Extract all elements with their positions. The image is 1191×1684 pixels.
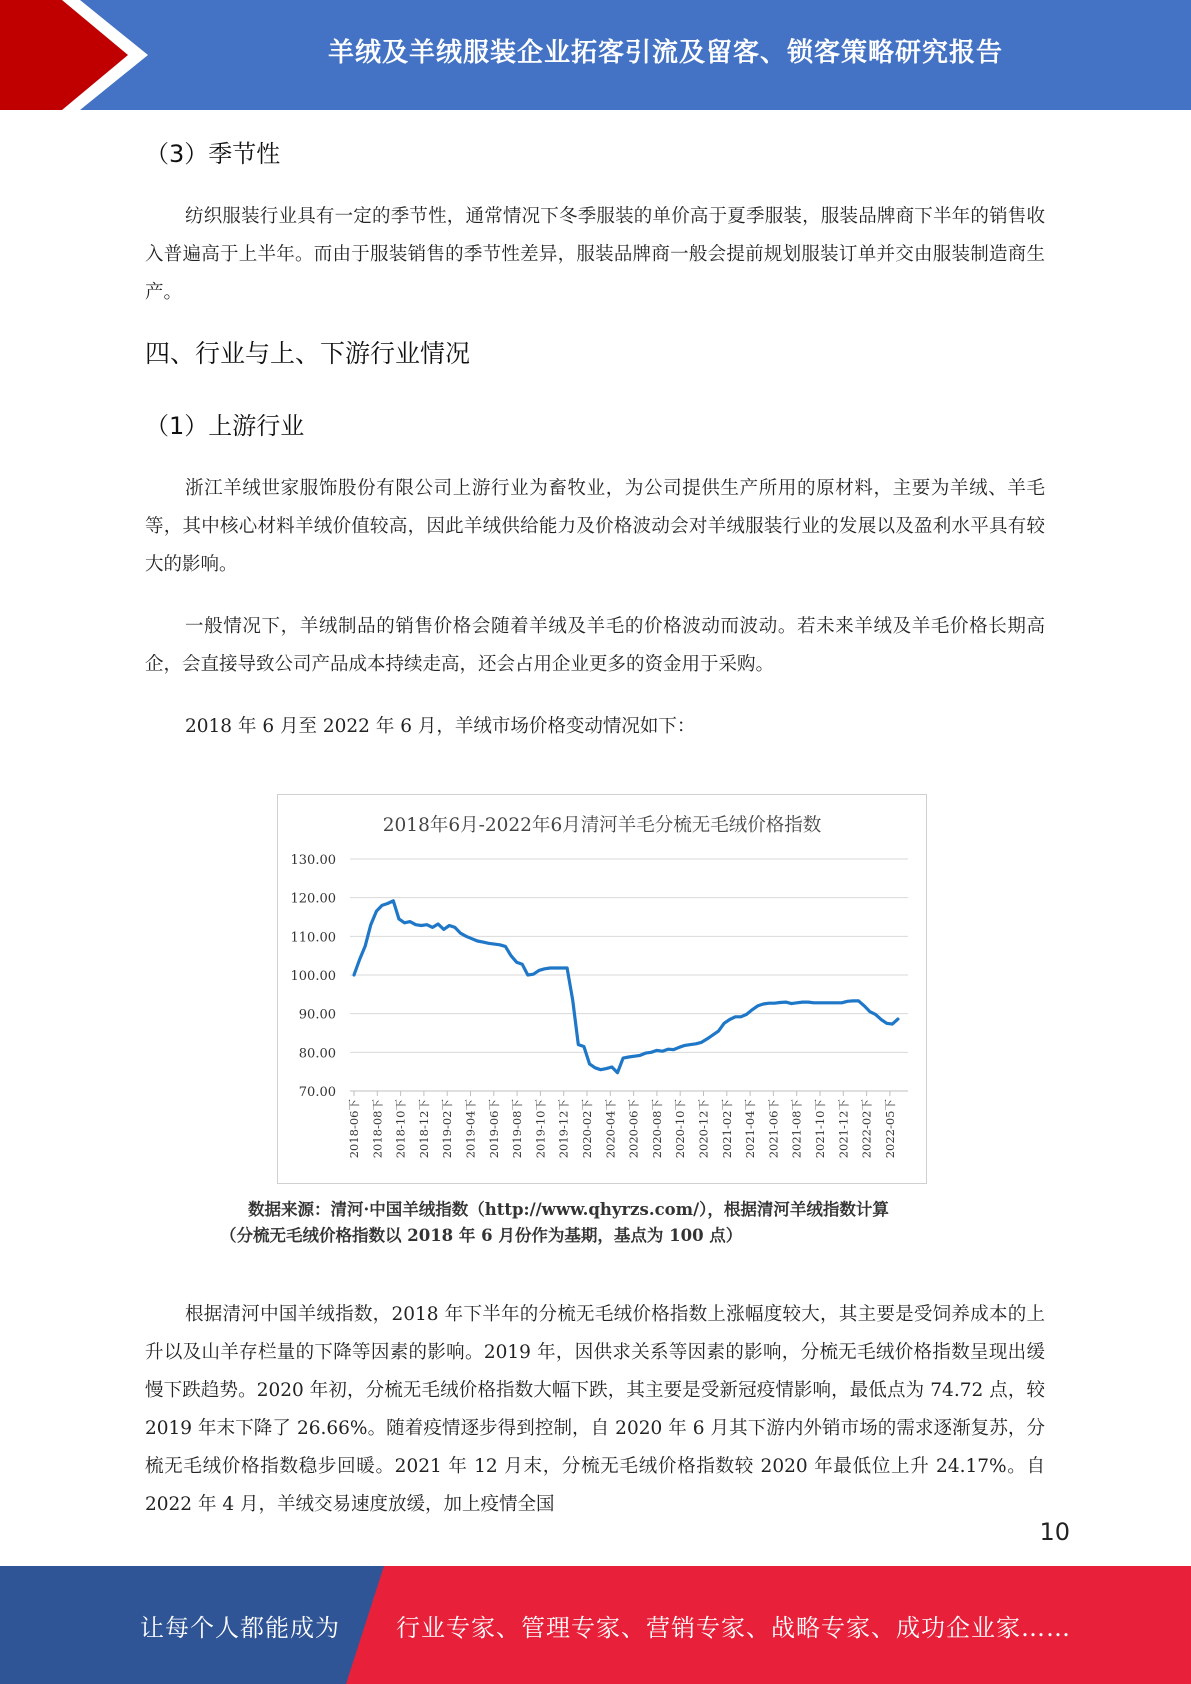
chart-canvas xyxy=(278,795,926,1183)
header-title: 羊绒及羊绒服装企业拓客引流及留客、锁客策略研究报告 xyxy=(327,37,1003,68)
paragraph-chart-intro: 2018 年 6 月至 2022 年 6 月，羊绒市场价格变动情况如下： xyxy=(185,716,696,737)
page-footer xyxy=(0,1566,1191,1684)
paragraph-upstream-2: 一般情况下，羊绒制品的销售价格会随着羊绒及羊毛的价格波动而波动。若未来羊绒及羊毛价格长期高企，会直接导致公司产品成本持续走高，还会占用企业更多的资金用于采购。 xyxy=(145,616,1045,675)
x-axis-tick-labels xyxy=(347,1091,897,1158)
x-tick-label: 2019-04下 xyxy=(463,1099,478,1159)
footer-slogan-left: 让每个人都能成为 xyxy=(140,1613,340,1642)
x-tick-label: 2021-04下 xyxy=(743,1099,758,1159)
x-tick-label: 2022-02下 xyxy=(859,1099,874,1159)
page-header xyxy=(0,0,1191,110)
x-tick-label: 2020-06下 xyxy=(626,1099,641,1159)
x-tick-label: 2022-05下 xyxy=(882,1099,897,1159)
y-axis-tick-labels xyxy=(291,853,337,1100)
x-tick-label: 2020-08下 xyxy=(649,1099,664,1159)
x-tick-label: 2019-12下 xyxy=(556,1099,571,1159)
y-tick-label: 110.00 xyxy=(290,930,336,946)
x-tick-label: 2018-12下 xyxy=(416,1099,431,1159)
x-tick-label: 2020-04下 xyxy=(603,1099,618,1159)
paragraph-upstream-1: 浙江羊绒世家服饰股份有限公司上游行业为畜牧业，为公司提供生产所用的原材料，主要为羊绒、羊毛等，其中核心材料羊绒价值较高，因此羊绒供给能力及价格波动会对羊绒服装行业的发展以及盈利水平具有较大的影响。 xyxy=(145,478,1045,575)
x-tick-label: 2021-02下 xyxy=(719,1099,734,1159)
section-heading-upstream: （1）上游行业 xyxy=(145,412,305,440)
y-tick-label: 130.00 xyxy=(290,853,336,868)
chart-title: 2018年6月-2022年6月清河羊毛分梳无毛绒价格指数 xyxy=(382,815,822,836)
y-tick-label: 100.00 xyxy=(290,969,336,984)
chart-source-line-2: （分梳无毛绒价格指数以 2018 年 6 月份作为基期，基点为 100 点） xyxy=(220,1226,743,1245)
section-heading-seasonality: （3）季节性 xyxy=(145,140,281,168)
x-tick-label: 2018-08下 xyxy=(370,1099,385,1159)
x-tick-label: 2021-06下 xyxy=(766,1099,781,1159)
y-tick-label: 80.00 xyxy=(298,1046,336,1062)
x-tick-label: 2019-10下 xyxy=(533,1099,548,1159)
x-tick-label: 2020-12下 xyxy=(696,1099,711,1159)
y-tick-label: 120.00 xyxy=(290,891,336,907)
footer-slogan-right: 行业专家、管理专家、营销专家、战略专家、成功企业家…… xyxy=(396,1613,1071,1642)
x-tick-label: 2021-08下 xyxy=(789,1099,804,1159)
paragraph-analysis: 根据清河中国羊绒指数，2018 年下半年的分梳无毛绒价格指数上涨幅度较大，其主要是受饲养成本的上升以及山羊存栏量的下降等因素的影响。2019 年，因供求关系等因素的影响，分梳无毛绒价格指数呈现出缓慢下跌趋势。2020 年初，分梳无毛绒价格指数大幅下跌，其主要是受新冠疫情影响，最低点为 74.72 点，较 2019 年末下降了 26.66%。随着疫情逐步得到控制，自 2020 年 6 月其下游内外销市场的需求逐渐复苏，分梳无毛绒价格指数稳步回暖。2021 年 12 月末，分梳无毛绒价格指数较 2020 年最低位上升 24.17%。自 2022 年 4 月，羊绒交易速度放缓，加上疫情全国 xyxy=(145,1304,1045,1515)
x-tick-label: 2018-10下 xyxy=(393,1099,408,1159)
x-tick-label: 2019-02下 xyxy=(440,1099,455,1159)
x-tick-label: 2019-08下 xyxy=(510,1099,525,1159)
chart-series xyxy=(354,901,898,1073)
chart-source-line-1: 数据来源：清河·中国羊绒指数（http://www.qhyrzs.com/），根据清河羊绒指数计算 xyxy=(248,1200,889,1219)
page-number: 10 xyxy=(1039,1518,1070,1546)
section-heading-industry: 四、行业与上、下游行业情况 xyxy=(145,339,471,368)
price-index-chart xyxy=(277,794,927,1184)
x-tick-label: 2019-06下 xyxy=(486,1099,501,1159)
paragraph-seasonality: 纺织服装行业具有一定的季节性，通常情况下冬季服装的单价高于夏季服装，服装品牌商下半年的销售收入普遍高于上半年。而由于服装销售的季节性差异，服装品牌商一般会提前规划服装订单并交由服装制造商生产。 xyxy=(145,206,1045,303)
series-line xyxy=(354,901,898,1073)
x-tick-label: 2020-02下 xyxy=(580,1099,594,1159)
y-tick-label: 70.00 xyxy=(298,1085,336,1100)
x-tick-label: 2018-06下 xyxy=(347,1099,361,1159)
x-tick-label: 2021-12下 xyxy=(836,1099,851,1159)
y-tick-label: 90.00 xyxy=(298,1007,336,1023)
x-tick-label: 2020-10下 xyxy=(673,1099,688,1159)
x-tick-label: 2021-10下 xyxy=(813,1099,827,1159)
